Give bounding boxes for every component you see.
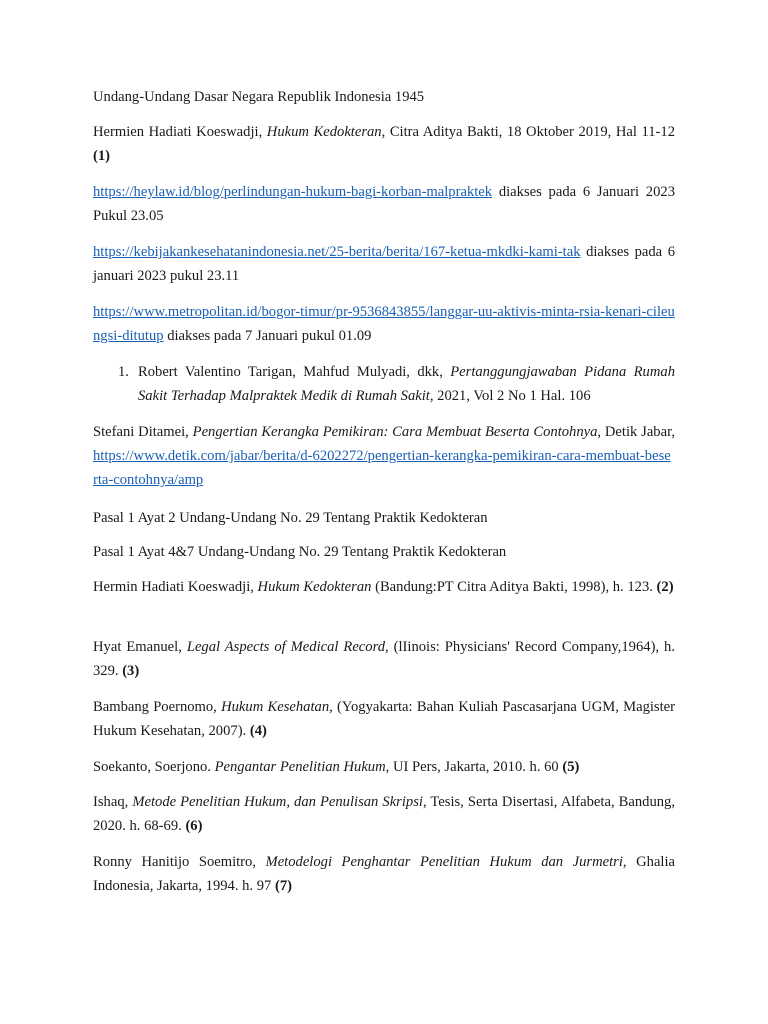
reference-details: , UI Pers, Jakarta, 2010. h. 60 [385, 759, 563, 775]
reference-details: , (lIinois: Physicians' Record Company,1964), h. 329. [93, 639, 675, 679]
reference-soekanto [93, 755, 675, 779]
reference-link[interactable]: https://www.metropolitan.id/bogor-timur/pr-9536843855/langgar-uu-aktivis-minta-rsia-kenari-cileungsi-ditutup [93, 304, 675, 344]
reference-title: Legal Aspects of Medical Record [186, 639, 386, 655]
reference-mark: (2) [656, 579, 674, 595]
reference-uud-1945 [93, 85, 675, 109]
reference-details: , Citra Aditya Bakti, 18 Oktober 2019, Hal 11-12 [381, 124, 675, 140]
reference-mark: (1) [93, 148, 111, 164]
reference-details: , Tesis, Serta Disertasi, Alfabeta, Bandung, 2020. h. 68-69. [93, 794, 675, 834]
reference-list-item-1 [118, 360, 675, 408]
reference-text: Pasal 1 Ayat 2 Undang-Undang No. 29 Tentang Praktik Kedokteran [93, 510, 488, 526]
reference-title: Hukum Kedokteran [257, 579, 372, 595]
reference-link[interactable]: https://heylaw.id/blog/perlindungan-hukum-bagi-korban-malpraktek [93, 184, 493, 200]
reference-author: Hermien Hadiati Koeswadji, [93, 124, 267, 140]
reference-hermien-2019 [93, 120, 675, 168]
reference-kebijakan [93, 240, 675, 288]
reference-stefani [93, 420, 675, 492]
reference-details: , 2021, Vol 2 No 1 Hal. 106 [429, 388, 591, 404]
reference-mark: (5) [562, 759, 580, 775]
reference-title: Metode Penelitian Hukum, dan Penulisan Skripsi [132, 794, 423, 810]
reference-title: Hukum Kedokteran [266, 124, 382, 140]
reference-title: Pertanggungjawaban Pidana Rumah Sakit Terhadap Malpraktek Medik di Rumah Sakit [138, 364, 675, 404]
reference-link[interactable]: https://kebijakankesehatanindonesia.net/25-berita/berita/167-ketua-mkdki-kami-tak [93, 244, 581, 260]
reference-author: Hyat Emanuel, [93, 639, 187, 655]
reference-pasal-1-ayat-2 [93, 506, 675, 530]
reference-details: (Bandung:PT Citra Aditya Bakti, 1998), h. 123. [371, 579, 657, 595]
reference-author: Ishaq, [93, 794, 133, 810]
reference-title: Pengantar Penelitian Hukum [214, 759, 386, 775]
reference-title: Pengertian Kerangka Pemikiran: Cara Membuat Beserta Contohnya [192, 424, 598, 440]
reference-details: , (Yogyakarta: Bahan Kuliah Pascasarjana UGM, Magister Hukum Kesehatan, 2007). [93, 699, 675, 739]
reference-text: Pasal 1 Ayat 4&7 Undang-Undang No. 29 Tentang Praktik Kedokteran [93, 544, 507, 560]
reference-author: Stefani Ditamei, [93, 424, 193, 440]
reference-ronny [93, 850, 675, 898]
reference-bambang [93, 695, 675, 743]
reference-mark: (3) [122, 663, 140, 679]
reference-link[interactable]: https://www.detik.com/jabar/berita/d-6202272/pengertian-kerangka-pemikiran-cara-membuat-beserta-contohnya/amp [93, 448, 671, 488]
reference-mark: (4) [249, 723, 267, 739]
reference-hyat-emanuel [93, 635, 675, 683]
reference-author: Soekanto, Soerjono. [93, 759, 215, 775]
reference-details: , Detik Jabar, [597, 424, 675, 440]
reference-ishaq [93, 790, 675, 838]
reference-pasal-1-ayat-4-7 [93, 540, 675, 564]
reference-access-date: diakses pada 7 Januari pukul 01.09 [163, 328, 372, 344]
reference-mark: (7) [274, 878, 293, 894]
reference-author: Bambang Poernomo, [93, 699, 222, 715]
reference-author: Ronny Hanitijo Soemitro, [93, 854, 266, 870]
reference-mark: (6) [185, 818, 203, 834]
reference-title: Hukum Kesehatan [221, 699, 330, 715]
reference-author: Hermin Hadiati Koeswadji, [93, 579, 258, 595]
reference-access-date: diakses pada 6 januari 2023 pukul 23.11 [93, 244, 675, 284]
reference-access-date: diakses pada 6 Januari 2023 Pukul 23.05 [93, 184, 675, 224]
reference-title: Metodelogi Penghantar Penelitian Hukum dan Jurmetri [265, 854, 623, 870]
reference-details: , Ghalia Indonesia, Jakarta, 1994. h. 97 [93, 854, 676, 894]
reference-metropolitan [93, 300, 675, 348]
reference-text: Undang-Undang Dasar Negara Republik Indonesia 1945 [93, 89, 425, 105]
reference-hermin-1998 [93, 575, 675, 599]
list-number: 1. [118, 364, 129, 380]
reference-author: Robert Valentino Tarigan, Mahfud Mulyadi, dkk, [138, 364, 451, 380]
reference-heylaw [93, 180, 675, 228]
